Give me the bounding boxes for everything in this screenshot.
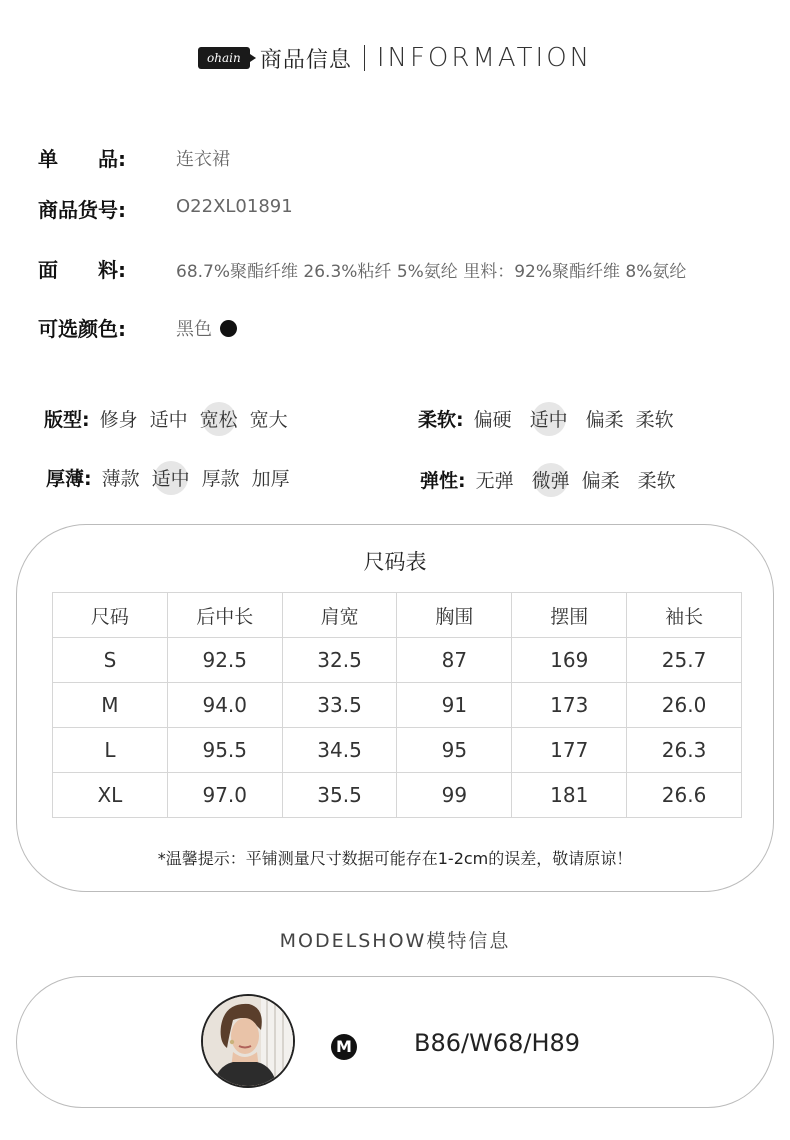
table-cell: S: [53, 638, 168, 683]
attr-elasticity-option-selected: 微弹: [532, 466, 570, 493]
info-value-color: [176, 315, 237, 341]
attr-thickness-option: 薄款: [101, 468, 140, 490]
model-measurements: B86/W68/H89: [414, 1029, 581, 1057]
attr-thickness-option: 厚款: [201, 468, 240, 490]
info-label-sku: 商品货号:: [38, 198, 126, 222]
color-swatch-black[interactable]: [220, 320, 237, 337]
info-label-color: 可选颜色:: [38, 317, 126, 341]
model-section-title: MODELSHOW模特信息: [279, 930, 511, 952]
attr-thickness: [46, 464, 302, 491]
size-chart-note: *温馨提示：平铺测量尺寸数据可能存在1-2cm的误差，敬请原谅！: [157, 849, 633, 868]
attr-softness-option: 偏硬: [473, 409, 512, 431]
table-cell: M: [53, 683, 168, 728]
attr-thickness-option-selected: 适中: [152, 464, 190, 491]
table-cell: 91: [397, 683, 512, 728]
model-size-badge: M: [331, 1034, 357, 1060]
table-cell: L: [53, 728, 168, 773]
table-row: [53, 683, 742, 728]
size-table-header: 袖长: [627, 593, 742, 638]
size-table-header-row: [53, 593, 742, 638]
info-value-item: 连衣裙: [176, 149, 230, 170]
attr-softness-option: 偏柔: [585, 409, 624, 431]
size-chart-title: 尺码表: [363, 550, 427, 574]
attr-elasticity-label: 弹性:: [420, 470, 466, 492]
attr-fit: [44, 405, 300, 432]
info-value-sku: O22XL01891: [176, 196, 293, 217]
size-table-header: 肩宽: [282, 593, 397, 638]
header-divider: [364, 45, 365, 71]
table-cell: 95: [397, 728, 512, 773]
attr-fit-option: 修身: [99, 409, 138, 431]
attr-fit-option-selected: 宽松: [200, 405, 238, 432]
model-info-card: [16, 976, 774, 1108]
table-cell: 35.5: [282, 773, 397, 818]
header-title-en: INFORMATION: [376, 43, 593, 73]
table-row: [53, 728, 742, 773]
table-cell: 26.0: [627, 683, 742, 728]
table-cell: 32.5: [282, 638, 397, 683]
table-cell: 33.5: [282, 683, 397, 728]
attr-elasticity-option: 偏柔: [581, 470, 620, 492]
size-table-header: 胸围: [397, 593, 512, 638]
attr-softness-option-selected: 适中: [530, 405, 568, 432]
attr-elasticity-option: 柔软: [637, 470, 676, 492]
table-cell: 34.5: [282, 728, 397, 773]
attr-fit-option: 宽大: [249, 409, 288, 431]
table-cell: XL: [53, 773, 168, 818]
attr-fit-option: 适中: [149, 409, 188, 431]
info-label-fabric: 面 料:: [38, 258, 126, 282]
table-cell: 87: [397, 638, 512, 683]
attr-softness-label: 柔软:: [418, 409, 464, 431]
attr-elasticity: [420, 466, 688, 493]
model-avatar: [201, 994, 295, 1088]
table-cell: 26.6: [627, 773, 742, 818]
table-cell: 181: [512, 773, 627, 818]
table-cell: 95.5: [167, 728, 282, 773]
attr-thickness-label: 厚薄:: [46, 468, 92, 490]
table-cell: 25.7: [627, 638, 742, 683]
size-table-header: 摆围: [512, 593, 627, 638]
attr-softness-option: 柔软: [635, 409, 674, 431]
size-table: [52, 592, 742, 818]
table-cell: 173: [512, 683, 627, 728]
size-table-header: 后中长: [167, 593, 282, 638]
attr-softness: [418, 405, 686, 432]
attr-elasticity-option: 无弹: [475, 470, 514, 492]
table-cell: 97.0: [167, 773, 282, 818]
table-cell: 177: [512, 728, 627, 773]
attr-thickness-option: 加厚: [251, 468, 290, 490]
size-table-header: 尺码: [53, 593, 168, 638]
info-label-item: 单 品:: [38, 147, 126, 171]
table-cell: 26.3: [627, 728, 742, 773]
info-value-fabric: 68.7%聚酯纤维 26.3%粘纤 5%氨纶 里料：92%聚酯纤维 8%氨纶: [176, 262, 687, 282]
table-cell: 99: [397, 773, 512, 818]
color-name: 黑色: [176, 319, 212, 340]
table-cell: 92.5: [167, 638, 282, 683]
section-header: [0, 38, 790, 78]
model-portrait-image: [203, 996, 293, 1086]
attr-fit-label: 版型:: [44, 409, 90, 431]
header-title-cn: 商品信息: [259, 47, 352, 73]
brand-logo: ohain: [198, 47, 250, 69]
table-cell: 94.0: [167, 683, 282, 728]
table-row: [53, 638, 742, 683]
table-cell: 169: [512, 638, 627, 683]
table-row: [53, 773, 742, 818]
